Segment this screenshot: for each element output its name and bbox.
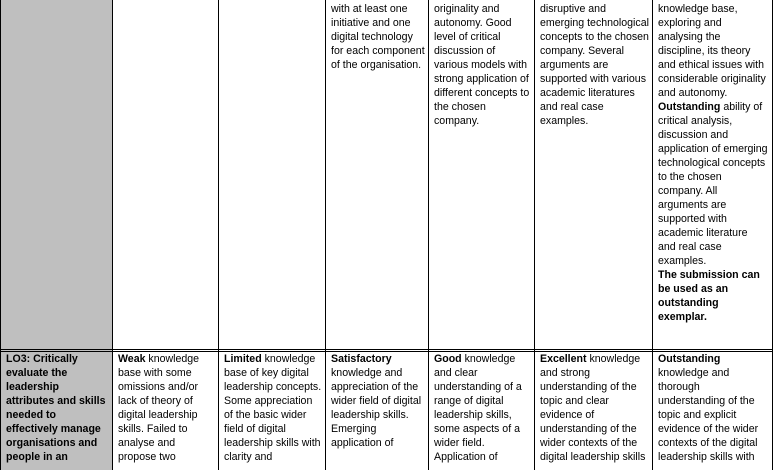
outstanding-cell: [655, 352, 771, 464]
excellent-label: Excellent: [540, 353, 587, 365]
outstanding-label: Outstanding: [658, 353, 721, 365]
good-label: Good: [434, 353, 462, 365]
satisfactory-text2: Emerging application of: [331, 423, 394, 449]
top-outstanding-text1: knowledge base, exploring and analysing the discipline, its theory and ethical issues with considerable originality and autonomy.: [658, 3, 766, 99]
lo3-criteria-cell: LO3: Critically evaluate the leadership attributes and skills needed to effectively manage organisations and people in an: [6, 353, 106, 463]
good-text2: Application of: [434, 451, 498, 463]
top-excellent-cell: disruptive and emerging technological concepts to the chosen company. Several arguments are supported with various academic literatures and real case examples.: [540, 3, 649, 127]
limited-label: Limited: [224, 353, 262, 365]
outstanding-text: knowledge and thorough understanding of the topic and explicit evidence of the wider contexts of the digital leadership skills with: [658, 367, 759, 463]
limited-cell: [221, 352, 325, 464]
excellent-text: knowledge and strong understanding of the topic and clear evidence of understanding of the wider contexts of the digital leadership skills: [540, 353, 646, 463]
top-good-cell: originality and autonomy. Good level of critical discussion of various models with strong application of different concepts to the chosen company.: [434, 3, 530, 127]
top-outstanding-cell: [655, 2, 771, 324]
top-outstanding-bold3: The submission can be used as an outstanding exemplar.: [658, 269, 760, 323]
top-satisfactory-cell: with at least one initiative and one digital technology for each component of the organisation.: [331, 3, 425, 71]
weak-cell: [115, 352, 218, 464]
limited-text: knowledge base of key digital leadership concepts. Some appreciation of the basic wider field of digital leadership skills with clarity and: [224, 353, 322, 463]
satisfactory-text: knowledge and appreciation of the wider field of digital leadership skills.: [331, 367, 422, 421]
row-divider: [0, 349, 773, 350]
weak-text: knowledge base with some omissions and/or lack of theory of digital leadership skills. Failed to analyse and propose two: [118, 353, 200, 463]
satisfactory-cell: [328, 352, 428, 450]
top-outstanding-text2: ability of critical analysis, discussion and application of emerging technological concepts to the chosen company. All arguments are supported with academic literature and real case examples.: [658, 101, 768, 267]
satisfactory-label: Satisfactory: [331, 353, 392, 365]
excellent-cell: [537, 352, 652, 464]
good-text: knowledge and clear understanding of a range of digital leadership skills, some aspects of a wider field.: [434, 353, 522, 449]
top-outstanding-bold2: Outstanding: [658, 101, 721, 113]
good-cell: [431, 352, 534, 464]
weak-label: Weak: [118, 353, 146, 365]
